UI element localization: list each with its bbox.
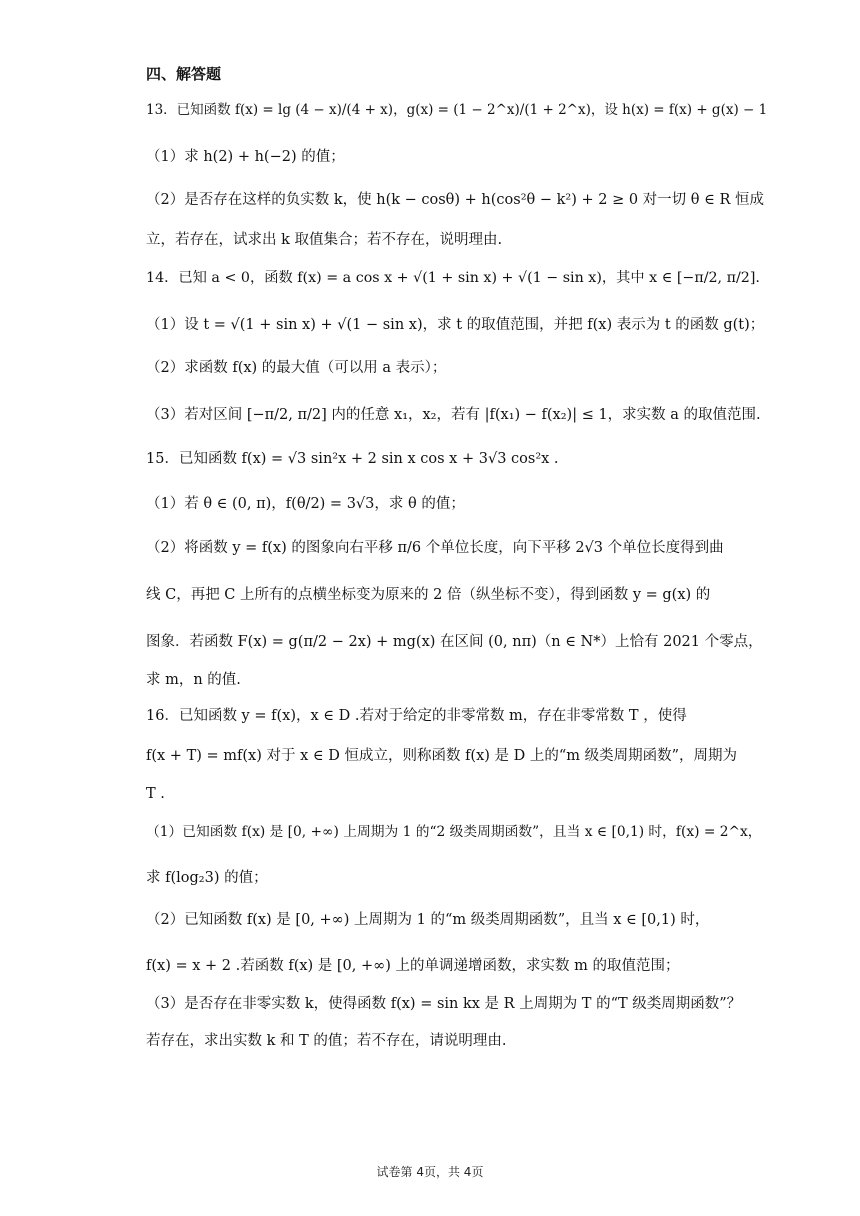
problem-14-part-3: （3）若对区间 [−π/2, π/2] 内的任意 x₁，x₂，若有 |f(x₁) − f(x₂)| ≤ 1，求实数 a 的取值范围. bbox=[146, 407, 761, 423]
problem-16-part-1: （1）已知函数 f(x) 是 [0, +∞) 上周期为 1 的“2 级类周期函数”，且当 x ∈ [0,1) 时，f(x) = 2^x， bbox=[146, 824, 762, 840]
problem-14-part-1: （1）设 t = √(1 + sin x) + √(1 − sin x)，求 t 的取值范围，并把 f(x) 表示为 t 的函数 g(t)； bbox=[146, 317, 765, 333]
page-footer: 试卷第 4页，共 4页 bbox=[376, 1165, 484, 1179]
problem-13-part-2: （2）是否存在这样的负实数 k，使 h(k − cosθ) + h(cos²θ − k²) + 2 ≥ 0 对一切 θ ∈ R 恒成 bbox=[146, 192, 764, 208]
problem-16-part-3-cont: 若存在，求出实数 k 和 T 的值；若不存在，请说明理由. bbox=[146, 1033, 507, 1049]
problem-16-stem: 16．已知函数 y = f(x)，x ∈ D .若对于给定的非零常数 m，存在非零常数 T ，使得 bbox=[146, 708, 687, 724]
problem-16-part-2: （2）已知函数 f(x) 是 [0, +∞) 上周期为 1 的“m 级类周期函数”，且当 x ∈ [0,1) 时， bbox=[146, 912, 710, 928]
problem-15-part-2: （2）将函数 y = f(x) 的图象向右平移 π/6 个单位长度，向下平移 2√3 个单位长度得到曲 bbox=[146, 540, 724, 556]
problem-16-stem-cont2: T . bbox=[146, 786, 165, 802]
problem-15-part-2-cont3: 求 m，n 的值. bbox=[146, 672, 241, 688]
problem-14-stem: 14．已知 a < 0，函数 f(x) = a cos x + √(1 + sin x) + √(1 − sin x)，其中 x ∈ [−π/2, π/2]. bbox=[146, 270, 760, 286]
problem-15-part-2-cont2: 图象．若函数 F(x) = g(π/2 − 2x) + mg(x) 在区间 (0, nπ)（n ∈ N*）上恰有 2021 个零点， bbox=[146, 634, 763, 650]
problem-13-part-1: （1）求 h(2) + h(−2) 的值； bbox=[146, 149, 345, 165]
problem-16-stem-cont: f(x + T) = mf(x) 对于 x ∈ D 恒成立，则称函数 f(x) 是 D 上的“m 级类周期函数”，周期为 bbox=[146, 748, 738, 764]
problem-15-part-2-cont: 线 C，再把 C 上所有的点横坐标变为原来的 2 倍（纵坐标不变），得到函数 y = g(x) 的 bbox=[146, 587, 711, 603]
problem-15-part-1: （1）若 θ ∈ (0, π)，f(θ/2) = 3√3，求 θ 的值； bbox=[146, 496, 465, 512]
problem-13-part-2-cont: 立，若存在，试求出 k 取值集合；若不存在，说明理由. bbox=[146, 232, 503, 248]
problem-13-stem: 13．已知函数 f(x) = lg (4 − x)/(4 + x)，g(x) = (1 − 2^x)/(1 + 2^x)，设 h(x) = f(x) + g(x) − 1 bbox=[146, 102, 768, 118]
problem-16-part-3: （3）是否存在非零实数 k，使得函数 f(x) = sin kx 是 R 上周期为 T 的“T 级类周期函数”？ bbox=[146, 996, 742, 1012]
problem-16-part-1-cont: 求 f(log₂3) 的值； bbox=[146, 870, 268, 886]
section-title: 四、解答题 bbox=[146, 65, 222, 83]
problem-15-stem: 15．已知函数 f(x) = √3 sin²x + 2 sin x cos x + 3√3 cos²x . bbox=[146, 451, 559, 467]
problem-16-part-2-cont: f(x) = x + 2 .若函数 f(x) 是 [0, +∞) 上的单调递增函数，求实数 m 的取值范围； bbox=[146, 958, 680, 974]
problem-14-part-2: （2）求函数 f(x) 的最大值（可以用 a 表示）； bbox=[146, 360, 447, 376]
